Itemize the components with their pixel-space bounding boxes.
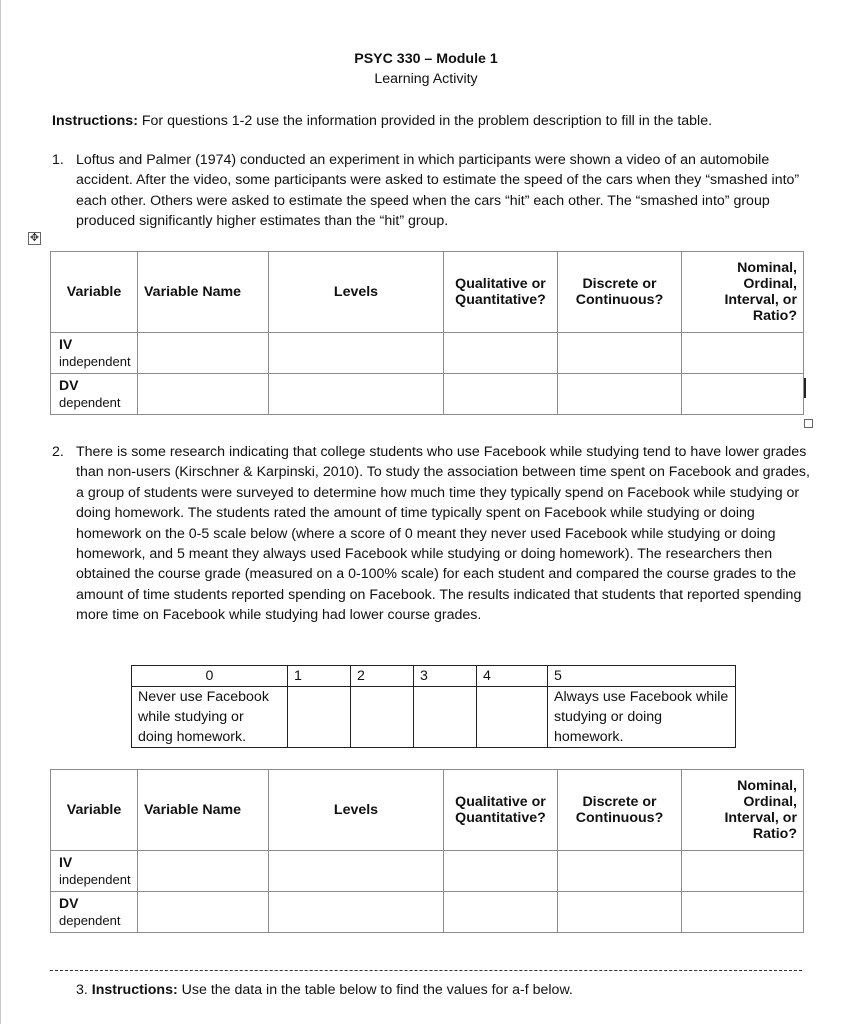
iv-label-cell <box>51 851 138 892</box>
header-variable: Variable <box>51 252 138 333</box>
scale-point-1: 1 <box>288 666 351 687</box>
activity-subtitle: Learning Activity <box>374 71 478 87</box>
section-divider <box>50 970 802 971</box>
instructions-label: Instructions: <box>52 113 138 129</box>
table-resize-handle-icon[interactable] <box>804 419 813 428</box>
header-discrete: Discrete or Continuous? <box>558 252 682 333</box>
question-1-number: 1. <box>52 152 64 168</box>
dv-code: DV <box>59 377 79 393</box>
table-header-row <box>51 252 804 333</box>
page-left-edge <box>0 0 1 1024</box>
scale-blank-3 <box>414 687 477 748</box>
iv-levels-cell[interactable] <box>269 333 444 374</box>
iv-label: independent <box>59 354 131 369</box>
header-qualitative: Qualitative or Quantitative? <box>444 770 558 851</box>
question-2 <box>52 442 812 626</box>
dv-variable-name-cell[interactable] <box>138 892 269 933</box>
header-scale-type: Nominal, Ordinal, Interval, or Ratio? <box>682 770 804 851</box>
table-header-row <box>51 770 804 851</box>
scale-blank-2 <box>351 687 414 748</box>
dv-label-cell <box>51 374 138 415</box>
question-2-number: 2. <box>52 444 64 460</box>
table-row-dv <box>51 892 804 933</box>
variables-table-2 <box>50 769 804 933</box>
question-2-text: There is some research indicating that college students who use Facebook while studying tend to have lower grades than non-users (Kirschner & Karpinski, 2010). To study the association between time spent on Facebook and grades, a group of students were surveyed to determine how much time they typically spend on Facebook while studying or doing homework. The students rated the amount of time typically spent on Facebook while studying or doing homework on the 0-5 scale below (where a score of 0 meant they never used Facebook while studying or doing homework, and 5 meant they always used Facebook while studying or doing homework). The researchers then obtained the course grade (measured on a 0-100% scale) for each student and compared the course grades to the amount of time students reported spending on Facebook. The results indicated that students that reported spending more time on Facebook while studying had lower course grades. <box>76 444 810 624</box>
dv-label-cell <box>51 892 138 933</box>
table-move-handle-icon[interactable]: ✥ <box>29 232 40 244</box>
dv-scale-type-cell[interactable] <box>682 892 804 933</box>
iv-discrete-cell[interactable] <box>558 851 682 892</box>
header-discrete: Discrete or Continuous? <box>558 770 682 851</box>
facebook-scale-table <box>131 665 736 748</box>
question-3 <box>76 980 573 1000</box>
dv-scale-type-cell[interactable] <box>682 374 804 415</box>
question-3-text: Use the data in the table below to find the values for a-f below. <box>177 982 573 998</box>
page-title <box>0 49 852 89</box>
header-variable-name: Variable Name <box>138 252 269 333</box>
iv-discrete-cell[interactable] <box>558 333 682 374</box>
scale-point-4: 4 <box>477 666 548 687</box>
dv-qualitative-cell[interactable] <box>444 892 558 933</box>
iv-qualitative-cell[interactable] <box>444 333 558 374</box>
instructions <box>52 111 812 131</box>
course-title: PSYC 330 – Module 1 <box>354 51 498 67</box>
question-1-text: Loftus and Palmer (1974) conducted an experiment in which participants were shown a video of an automobile accident. After the video, some participants were asked to estimate the speed of the cars when they “smashed into” each other. Others were asked to estimate the speed when the cars “hit” each other. The “smashed into” group produced significantly higher estimates than the “hit” group. <box>76 152 800 230</box>
question-1 <box>52 150 812 232</box>
iv-code: IV <box>59 336 73 352</box>
iv-scale-type-cell[interactable] <box>682 851 804 892</box>
scale-anchors-row <box>132 687 736 748</box>
header-variable: Variable <box>51 770 138 851</box>
table-row-dv <box>51 374 804 415</box>
variables-table-1 <box>50 251 804 415</box>
dv-variable-name-cell[interactable] <box>138 374 269 415</box>
question-3-label: Instructions: <box>91 982 178 998</box>
scale-point-2: 2 <box>351 666 414 687</box>
iv-code: IV <box>59 854 73 870</box>
header-levels: Levels <box>269 770 444 851</box>
header-variable-name: Variable Name <box>138 770 269 851</box>
dv-levels-cell[interactable] <box>269 374 444 415</box>
dv-discrete-cell[interactable] <box>558 374 682 415</box>
header-levels: Levels <box>269 252 444 333</box>
dv-qualitative-cell[interactable] <box>444 374 558 415</box>
scale-high-anchor: Always use Facebook while studying or doing homework. <box>548 687 736 748</box>
iv-label: independent <box>59 872 131 887</box>
iv-variable-name-cell[interactable] <box>138 851 269 892</box>
header-scale-type: Nominal, Ordinal, Interval, or Ratio? <box>682 252 804 333</box>
dv-label: dependent <box>59 395 121 410</box>
dv-discrete-cell[interactable] <box>558 892 682 933</box>
scale-blank-1 <box>288 687 351 748</box>
scale-point-3: 3 <box>414 666 477 687</box>
instructions-text: For questions 1-2 use the information provided in the problem description to fill in the table. <box>137 113 713 129</box>
scale-points-row <box>132 666 736 687</box>
iv-label-cell <box>51 333 138 374</box>
question-3-number: 3. <box>76 982 88 998</box>
table-row-iv <box>51 851 804 892</box>
dv-levels-cell[interactable] <box>269 892 444 933</box>
scale-point-0: 0 <box>132 666 288 687</box>
iv-qualitative-cell[interactable] <box>444 851 558 892</box>
text-cursor <box>804 378 806 398</box>
iv-variable-name-cell[interactable] <box>138 333 269 374</box>
scale-blank-4 <box>477 687 548 748</box>
iv-levels-cell[interactable] <box>269 851 444 892</box>
scale-low-anchor: Never use Facebook while studying or doing homework. <box>132 687 288 748</box>
dv-label: dependent <box>59 913 121 928</box>
header-qualitative: Qualitative or Quantitative? <box>444 252 558 333</box>
iv-scale-type-cell[interactable] <box>682 333 804 374</box>
table-row-iv <box>51 333 804 374</box>
dv-code: DV <box>59 895 79 911</box>
scale-point-5: 5 <box>548 666 736 687</box>
